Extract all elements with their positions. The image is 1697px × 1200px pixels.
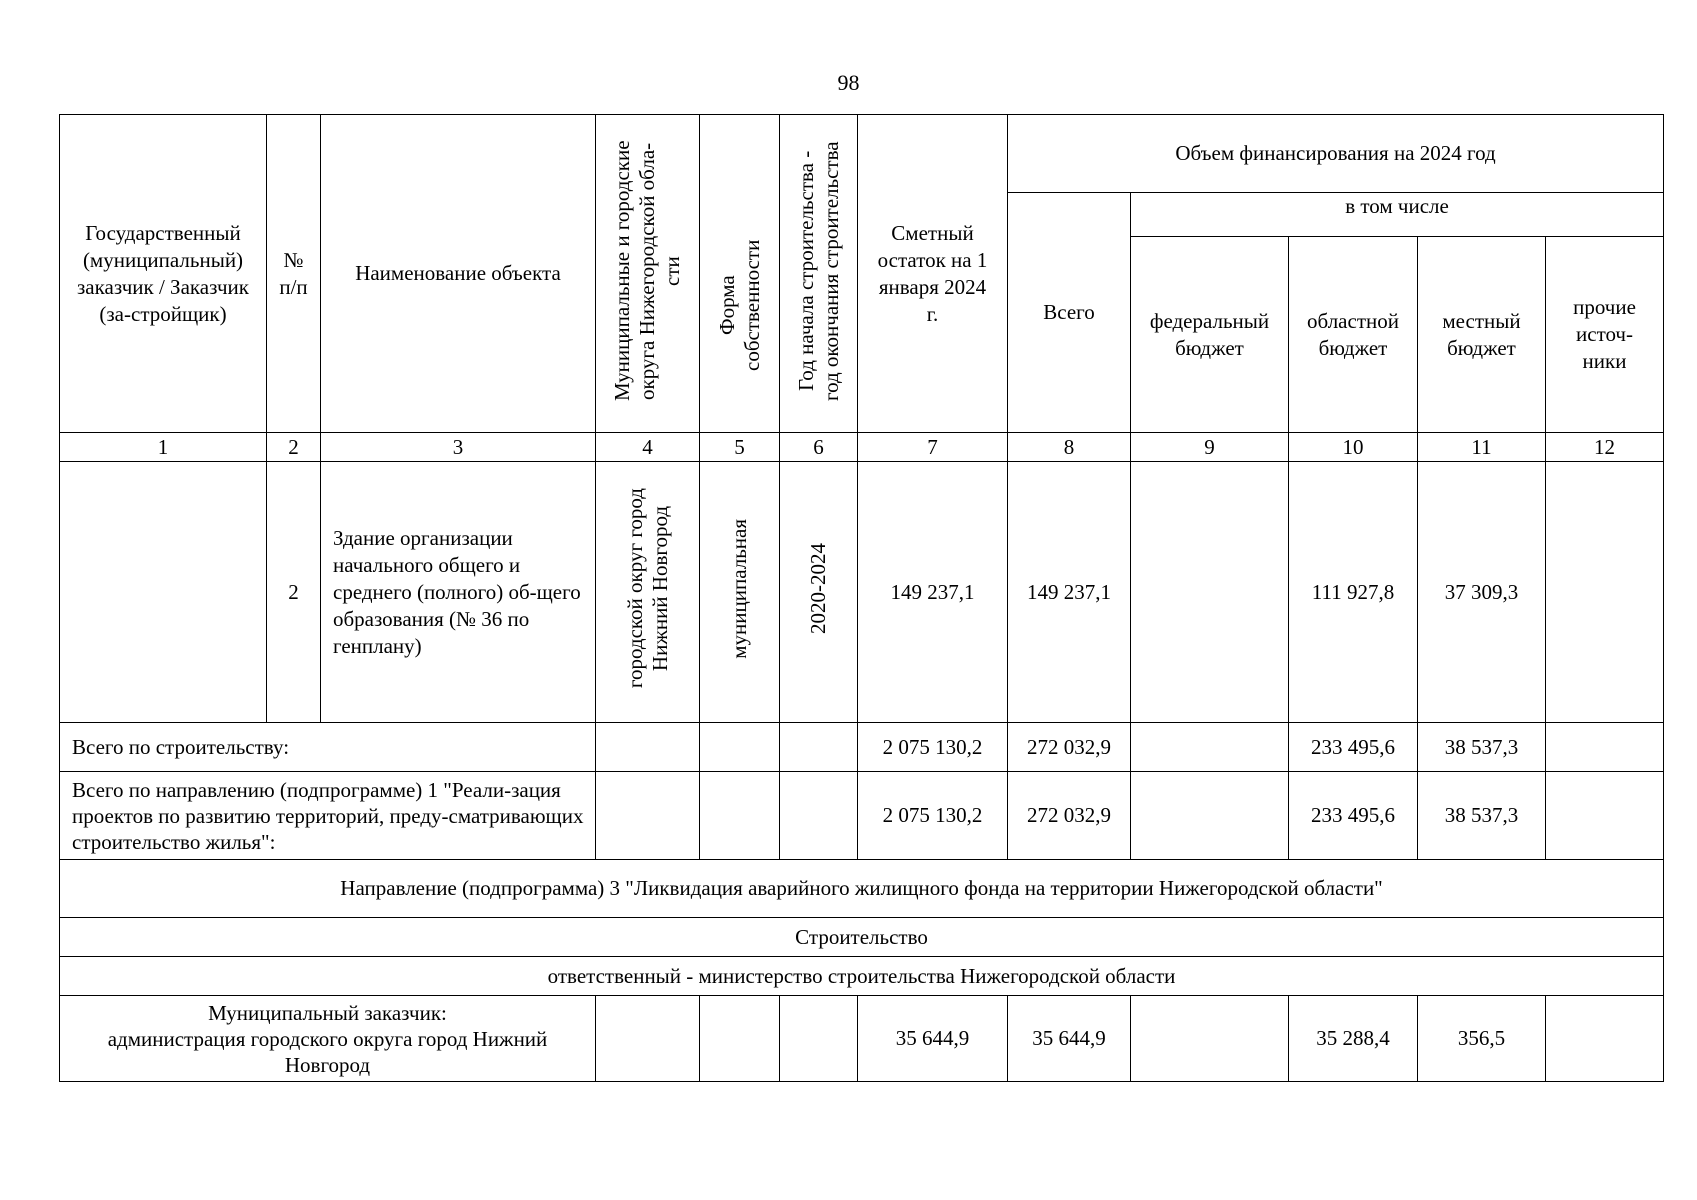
object-row [60,462,1664,723]
header-local [1418,237,1546,433]
header-including [1131,193,1664,237]
col-number: 6 [780,433,858,462]
object-regional: 111 927,8 [1289,462,1418,723]
municipal-customer-local: 356,5 [1418,996,1546,1082]
header-years [780,115,858,433]
header-number-label: № п/п [279,247,308,299]
header-ownership [700,115,780,433]
financing-table [59,114,1664,1082]
header-funding-title [1008,115,1664,193]
header-federal-label: федеральный бюджет [1149,308,1270,360]
total-construction-regional: 233 495,6 [1289,723,1418,772]
object-municipality: городской округ город Нижний Новгород [596,462,700,723]
header-balance [858,115,1008,433]
header-total [1008,193,1131,433]
object-balance: 149 237,1 [858,462,1008,723]
total-construction-row [60,723,1664,772]
object-years: 2020-2024 [780,462,858,723]
header-balance-label: Сметный остаток на 1 января 2024 г. [877,220,988,326]
header-funding-title-label: Объем финансирования на 2024 год [1175,141,1496,165]
header-customer [60,115,267,433]
municipal-customer-label: Муниципальный заказчик: администрация городского округа город Нижний Новгород [60,996,596,1082]
object-customer [60,462,267,723]
total-construction-local: 38 537,3 [1418,723,1546,772]
col-number: 2 [267,433,321,462]
header-ownership-label: Форма собственности [714,239,764,371]
header-municipality-label: Муниципальные и городские округа Нижегородской обла- сти [610,140,684,402]
total-direction-balance: 2 075 130,2 [858,772,1008,860]
municipal-customer-balance: 35 644,9 [858,996,1008,1082]
construction-title: Строительство [60,918,1664,957]
header-object-name [321,115,596,433]
object-total: 149 237,1 [1008,462,1131,723]
col-number: 10 [1289,433,1418,462]
header-customer-label: Государственный (муниципальный) заказчик / Заказчик (за-стройщик) [77,220,249,326]
total-direction-label: Всего по направлению (подпрограмме) 1 "Реали-зация проектов по развитию территорий, преду-сматривающих строительство жилья": [60,772,596,860]
object-local: 37 309,3 [1418,462,1546,723]
header-local-label: местный бюджет [1442,308,1521,360]
total-direction-total: 272 032,9 [1008,772,1131,860]
object-name: Здание организации начального общего и среднего (полного) об-щего образования (№ 36 по генплану) [321,462,596,723]
column-numbers-row [60,433,1664,462]
col-number: 3 [321,433,596,462]
header-years-label: Год начала строительства - год окончания строительства [793,141,843,401]
header-municipality [596,115,700,433]
responsible-title: ответственный - министерство строительства Нижегородской области [60,957,1664,996]
direction3-row [60,860,1664,918]
object-federal [1131,462,1289,723]
municipal-customer-regional: 35 288,4 [1289,996,1418,1082]
object-number: 2 [267,462,321,723]
header-including-label: в том числе [1345,194,1449,218]
col-number: 9 [1131,433,1289,462]
total-direction-local: 38 537,3 [1418,772,1546,860]
total-construction-balance: 2 075 130,2 [858,723,1008,772]
header-total-label: Всего [1043,300,1095,324]
total-construction-total: 272 032,9 [1008,723,1131,772]
header-number [267,115,321,433]
object-ownership: муниципальная [700,462,780,723]
object-other [1546,462,1664,723]
header-other-label: прочие источ-ники [1573,295,1636,373]
header-object-name-label: Наименование объекта [355,261,561,285]
direction3-title: Направление (подпрограмма) 3 "Ликвидация аварийного жилищного фонда на территории Нижегородской области" [60,860,1664,918]
header-federal [1131,237,1289,433]
col-number: 8 [1008,433,1131,462]
construction-row [60,918,1664,957]
municipal-customer-row [60,996,1664,1082]
header-regional [1289,237,1418,433]
header-other [1546,237,1664,433]
col-number: 4 [596,433,700,462]
page-number: 98 [837,70,860,95]
col-number: 5 [700,433,780,462]
total-construction-label: Всего по строительству: [60,723,596,772]
col-number: 12 [1546,433,1664,462]
col-number: 1 [60,433,267,462]
municipal-customer-total: 35 644,9 [1008,996,1131,1082]
responsible-row [60,957,1664,996]
header-row-1 [60,115,1664,193]
header-regional-label: областной бюджет [1307,308,1399,360]
col-number: 11 [1418,433,1546,462]
total-direction-regional: 233 495,6 [1289,772,1418,860]
col-number: 7 [858,433,1008,462]
total-direction-row [60,772,1664,860]
